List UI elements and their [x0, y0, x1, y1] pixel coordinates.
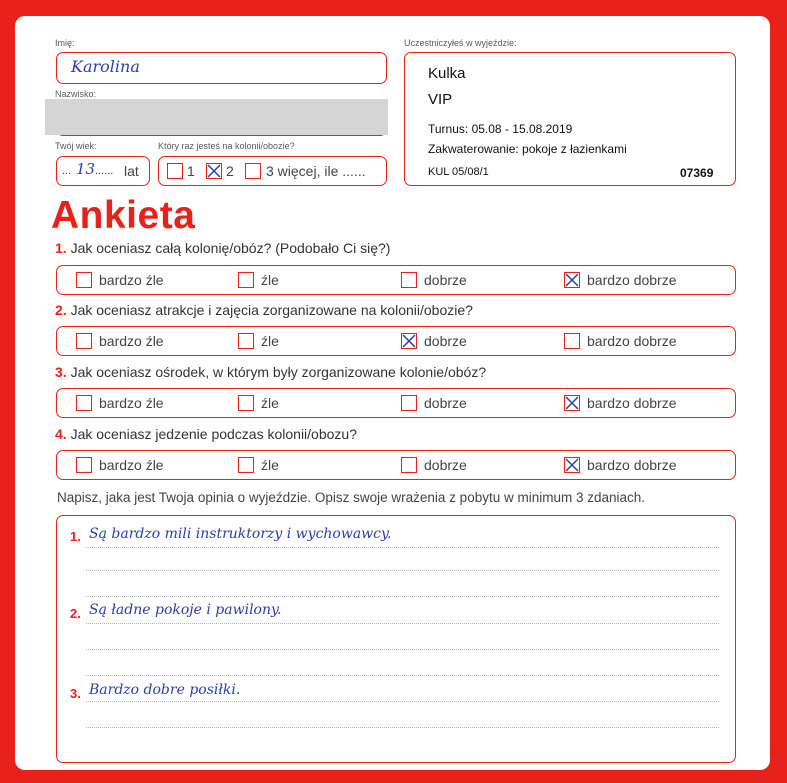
rating-1-bardzo-zle-checkbox[interactable] [76, 272, 92, 288]
times-option-1: 1 [187, 163, 195, 179]
times-option-2: 2 [226, 163, 234, 179]
opinion-box[interactable] [56, 515, 736, 763]
writing-line [86, 623, 719, 624]
answer-number: 3. [70, 686, 81, 701]
check-cross-icon [401, 333, 417, 349]
age-label: Twój wiek: [55, 141, 97, 151]
option-label: źle [261, 333, 279, 349]
booking-number: 07369 [680, 166, 714, 180]
rating-4-bardzo-zle-checkbox[interactable] [76, 457, 92, 473]
question-text: Jak oceniasz jedzenie podczas kolonii/obozu? [70, 426, 357, 442]
answer-2: Są ładne pokoje i pawilony. [89, 602, 282, 618]
option-label: dobrze [424, 272, 467, 288]
camp-type: VIP [428, 91, 453, 108]
option-label: dobrze [424, 457, 467, 473]
option-label: bardzo źle [99, 395, 164, 411]
question-number: 2. [55, 302, 67, 318]
rating-3-bardzo-zle-checkbox[interactable] [76, 395, 92, 411]
answer-3: Bardzo dobre posiłki. [89, 682, 241, 698]
question-text: Jak oceniasz atrakcje i zajęcia zorganizowane na kolonii/obozie? [70, 302, 473, 318]
question-1 [55, 240, 390, 256]
check-cross-icon [206, 163, 222, 179]
redaction-box [45, 99, 388, 135]
name-label: Imię: [55, 38, 75, 48]
name-field[interactable] [56, 52, 387, 84]
age-dots-right: ...... [95, 165, 114, 177]
rating-row-1 [56, 265, 736, 295]
answer-number: 1. [70, 529, 81, 544]
times-checkbox-3[interactable] [245, 163, 261, 179]
check-cross-icon [564, 272, 580, 288]
option-label: bardzo źle [99, 333, 164, 349]
option-label: źle [261, 272, 279, 288]
question-3 [55, 364, 486, 380]
age-unit: lat [124, 163, 139, 179]
rating-3-dobrze-checkbox[interactable] [401, 395, 417, 411]
option-label: dobrze [424, 395, 467, 411]
participant-label: Uczestniczyłeś w wyjeździe: [404, 38, 517, 48]
opinion-prompt: Napisz, jaka jest Twoja opinia o wyjeździe. Opisz swoje wrażenia z pobytu w minimum 3 zdaniach. [57, 490, 646, 505]
rating-2-dobrze-checkbox[interactable] [401, 333, 417, 349]
writing-line [86, 547, 719, 548]
name-value: Karolina [71, 57, 140, 76]
option-label: dobrze [424, 333, 467, 349]
answer-1: Są bardzo mili instruktorzy i wychowawcy. [89, 526, 392, 542]
question-number: 4. [55, 426, 67, 442]
option-label: bardzo dobrze [587, 457, 677, 473]
question-2 [55, 302, 473, 318]
rating-4-bardzo-dobrze-checkbox[interactable] [564, 457, 580, 473]
age-dots-left: ... [62, 165, 72, 177]
rating-3-bardzo-dobrze-checkbox[interactable] [564, 395, 580, 411]
age-field[interactable] [56, 156, 150, 186]
rating-row-2 [56, 326, 736, 356]
rating-2-bardzo-dobrze-checkbox[interactable] [564, 333, 580, 349]
times-checkbox-2[interactable] [206, 163, 222, 179]
turnus-text: Turnus: 05.08 - 15.08.2019 [428, 122, 573, 136]
writing-line [86, 570, 719, 571]
participant-box [404, 52, 736, 186]
writing-line [86, 727, 719, 728]
times-option-3: 3 więcej, ile ...... [266, 163, 366, 179]
writing-line [86, 701, 719, 702]
writing-line [86, 675, 719, 676]
question-text: Jak oceniasz ośrodek, w którym były zorganizowane kolonie/obóz? [70, 364, 487, 380]
writing-line [86, 596, 719, 597]
rating-4-dobrze-checkbox[interactable] [401, 457, 417, 473]
camp-name: Kulka [428, 65, 466, 82]
times-field [158, 156, 387, 186]
times-checkbox-1[interactable] [167, 163, 183, 179]
question-number: 1. [55, 240, 67, 256]
option-label: źle [261, 395, 279, 411]
times-label: Który raz jesteś na kolonii/obozie? [158, 141, 295, 151]
rating-4-zle-checkbox[interactable] [238, 457, 254, 473]
age-value: 13 [76, 160, 96, 178]
rating-1-dobrze-checkbox[interactable] [401, 272, 417, 288]
rating-3-zle-checkbox[interactable] [238, 395, 254, 411]
rating-2-bardzo-zle-checkbox[interactable] [76, 333, 92, 349]
surname-label: Nazwisko: [55, 89, 97, 99]
answer-number: 2. [70, 606, 81, 621]
booking-code: KUL 05/08/1 [428, 166, 489, 178]
question-number: 3. [55, 364, 67, 380]
option-label: bardzo dobrze [587, 395, 677, 411]
survey-title: Ankieta [51, 194, 196, 237]
option-label: bardzo dobrze [587, 333, 677, 349]
rating-1-bardzo-dobrze-checkbox[interactable] [564, 272, 580, 288]
lodging-text: Zakwaterowanie: pokoje z łazienkami [428, 142, 627, 156]
rating-row-4 [56, 450, 736, 480]
survey-sheet [15, 16, 770, 770]
option-label: bardzo źle [99, 457, 164, 473]
check-cross-icon [564, 457, 580, 473]
check-cross-icon [564, 395, 580, 411]
question-text: Jak oceniasz całą kolonię/obóz? (Podobało Ci się?) [70, 240, 391, 256]
rating-row-3 [56, 388, 736, 418]
option-label: źle [261, 457, 279, 473]
writing-line [86, 649, 719, 650]
question-4 [55, 426, 357, 442]
rating-2-zle-checkbox[interactable] [238, 333, 254, 349]
option-label: bardzo źle [99, 272, 164, 288]
rating-1-zle-checkbox[interactable] [238, 272, 254, 288]
option-label: bardzo dobrze [587, 272, 677, 288]
